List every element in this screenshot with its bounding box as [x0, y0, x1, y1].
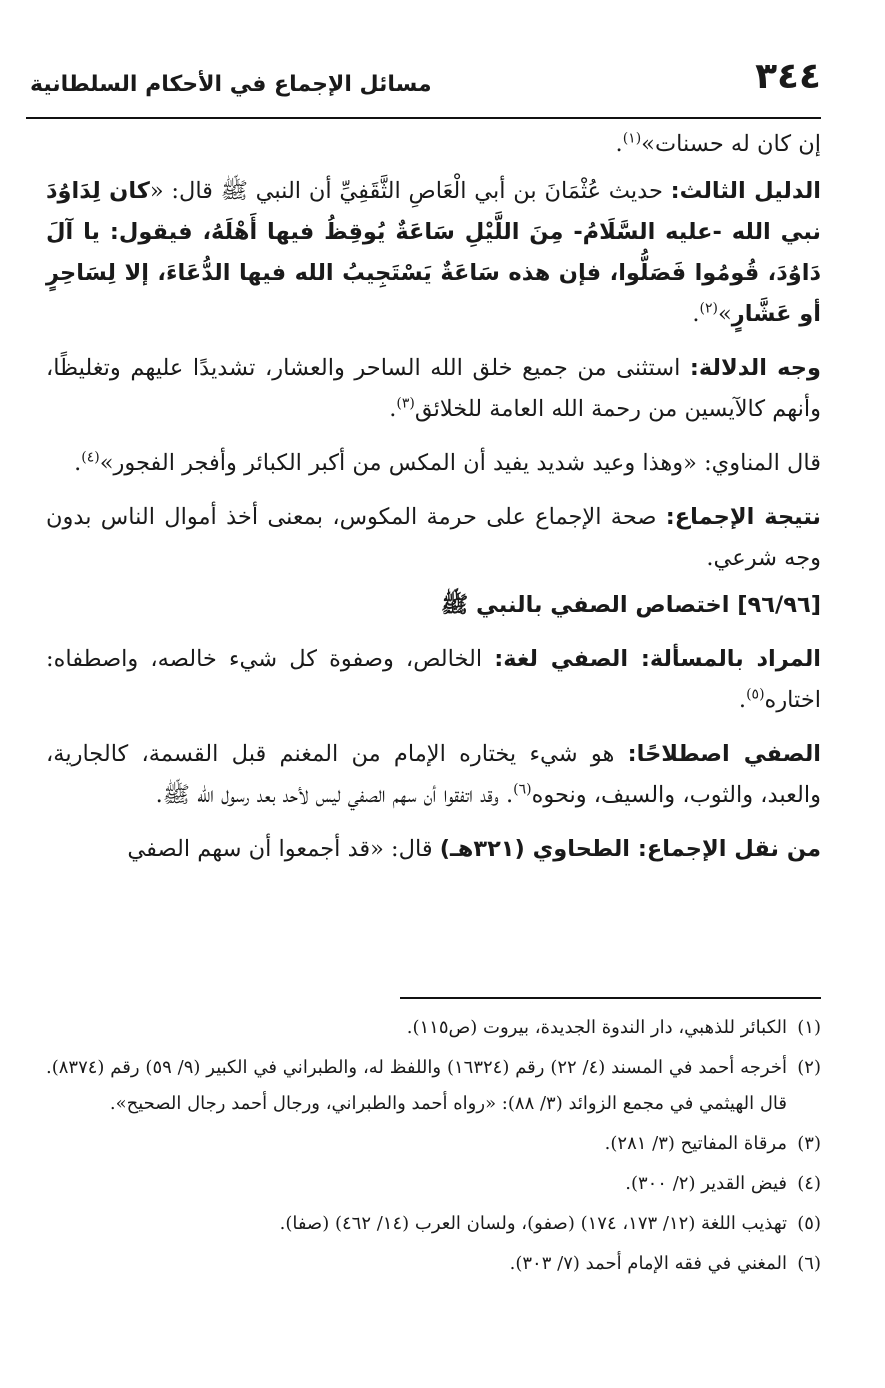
paragraph-text: قال: «قد أجمعوا أن سهم الصفي — [127, 836, 440, 862]
footnote-number: (٥) — [797, 1213, 821, 1234]
paragraph-text: قال المناوي: «وهذا وعيد شديد يفيد أن المكس من أكبر الكبائر وأفجر الفجور» — [99, 450, 821, 476]
footnote-item — [46, 1206, 821, 1242]
footnote-item — [46, 1246, 821, 1282]
paragraph-text: صحة الإجماع على حرمة المكوس، بمعنى أخذ أموال الناس بدون وجه شرعي. — [46, 504, 821, 571]
paragraph-text: حديث عُثْمَانَ بن أبي الْعَاصِ الثَّقَفِيِّ أن النبي ﷺ قال: « — [149, 178, 671, 204]
paragraph-lead: الصفي اصطلاحًا: — [627, 741, 821, 767]
footnote-ref: (١) — [622, 130, 642, 147]
paragraph-text: الخالص، وصفوة كل شيء خالصه، واصطفاه: اختاره — [46, 646, 821, 713]
paragraph-end: . — [389, 396, 397, 422]
paragraph-definition-lexical — [46, 639, 821, 721]
paragraph-text: إن كان له حسنات» — [641, 131, 821, 157]
paragraph-lead: نتيجة الإجماع: — [665, 504, 821, 530]
footnote-number: (٣) — [797, 1133, 821, 1154]
footnote-ref: (٢) — [699, 300, 719, 317]
paragraph-end: . — [738, 687, 747, 713]
footnote-number: (١) — [797, 1017, 821, 1038]
paragraph-lead: وجه الدلالة: — [689, 355, 821, 381]
footnote-item — [46, 1166, 821, 1202]
footnote-text: مرقاة المفاتيح (٣/ ٢٨١). — [604, 1133, 787, 1154]
footnote-ref: (٦) — [513, 781, 532, 798]
footnote-item — [46, 1126, 821, 1162]
paragraph-munawi — [46, 443, 821, 484]
section-heading: [٩٦/٩٦] اختصاص الصفي بالنبي ﷺ — [440, 592, 821, 618]
footnote-text: الكبائر للذهبي، دار الندوة الجديدة، بيروت (ص١١٥). — [406, 1017, 787, 1038]
paragraph-end: . — [692, 301, 700, 327]
footnote-text: أخرجه أحمد في المسند (٤/ ٢٢) رقم (١٦٣٢٤) واللفظ له، والطبراني في الكبير (٩/ ٥٩) رقم (٨٣٧٤). قال الهيثمي في مجمع الزوائد (٣/ ٨٨): «رواه أحمد والطبراني، ورجال أحمد رجال الصحيح». — [46, 1057, 787, 1114]
page-number: ٣٤٤ — [755, 56, 821, 97]
running-title: مسائل الإجماع في الأحكام السلطانية — [30, 72, 432, 97]
quote-close: » — [718, 301, 732, 327]
paragraph-lead: الدليل الثالث: — [670, 178, 822, 204]
paragraph-end: . — [615, 131, 623, 157]
footnote-rule — [400, 997, 821, 999]
hadith-quote: كان لِدَاوُدَ نبي الله -عليه السَّلَامُ- مِنَ اللَّيْلِ سَاعَةٌ يُوقِظُ فيها أَهْلَهُ، فيقول: يا آلَ دَاوُدَ، قُومُوا فَصَلُّوا، فإن هذه سَاعَةٌ يَسْتَجِيبُ الله فيها الدُّعَاءَ، إلا لِسَاحِرٍ أو عَشَّارٍ — [46, 178, 821, 327]
paragraph-continuation — [46, 124, 821, 165]
footnotes — [46, 1010, 821, 1286]
paragraph-consensus-result — [46, 497, 821, 579]
footnote-text: فيض القدير (٢/ ٣٠٠). — [625, 1173, 787, 1194]
footnote-ref: (٤) — [81, 449, 100, 466]
header-rule — [26, 117, 821, 119]
footnote-number: (٢) — [797, 1057, 821, 1078]
footnote-text: تهذيب اللغة (١٢/ ١٧٣، ١٧٤) (صفو)، ولسان العرب (١٤/ ٤٦٢) (صفا). — [279, 1213, 787, 1234]
paragraph-text: هو شيء يختاره الإمام من المغنم قبل القسمة، كالجارية، والعبد، والثوب، والسيف، ونحوه — [46, 741, 821, 808]
page-header — [26, 52, 821, 116]
paragraph-text: استثنى من جميع خلق الله الساحر والعشار، تشديدًا عليهم وتغليظًا، وأنهم كالآيسين من رحمة الله العامة للخلائق — [46, 355, 821, 422]
footnote-ref: (٥) — [746, 686, 765, 703]
paragraph-lead: المراد بالمسألة: الصفي لغة: — [494, 646, 821, 672]
footnote-ref: (٣) — [396, 395, 415, 412]
footnote-text: المغني في فقه الإمام أحمد (٧/ ٣٠٣). — [509, 1253, 787, 1274]
footnote-item — [46, 1010, 821, 1046]
paragraph-definition-technical — [46, 734, 821, 816]
paragraph-lead: من نقل الإجماع: الطحاوي (٣٢١هـ) — [439, 836, 821, 862]
paragraph-indication — [46, 348, 821, 430]
footnote-number: (٤) — [797, 1173, 821, 1194]
paragraph-third-evidence — [46, 171, 821, 335]
footnote-number: (٦) — [797, 1253, 821, 1274]
main-text — [46, 124, 821, 883]
paragraph-text-continued: . وقد اتفقوا أن سهم الصفي ليس لأحد بعد رسول الله ﷺ. — [155, 782, 514, 808]
footnote-item — [46, 1050, 821, 1122]
paragraph-end: . — [74, 450, 82, 476]
paragraph-consensus-transmitter — [46, 829, 821, 870]
